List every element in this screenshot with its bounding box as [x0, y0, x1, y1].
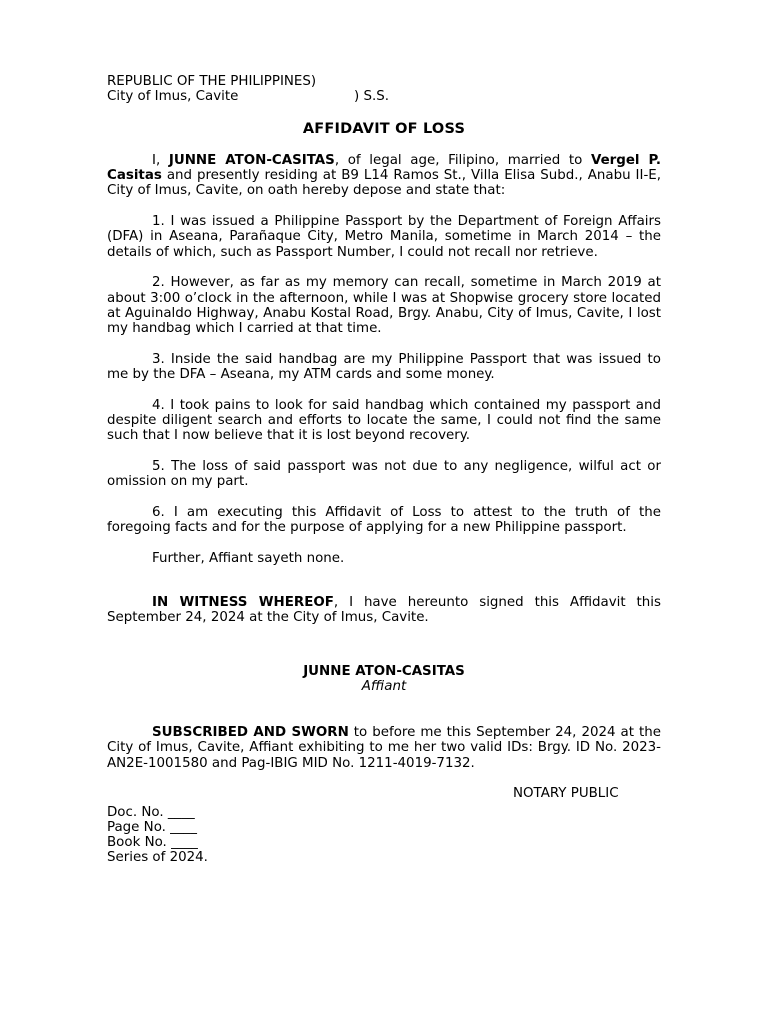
series-year: Series of 2024.	[107, 850, 208, 866]
item-2: 2. However, as far as my memory can recall, sometime in March 2019 at about 3:00 o’clock in the afternoon, while I was at Shopwise grocery store located at Aguinaldo Highway, Anabu Kostal Road, Brgy. Anabu, City of Imus, Cavite, I lost my handbag which I carried at that time.	[107, 275, 661, 337]
caption-city: City of Imus, Cavite	[107, 89, 239, 105]
intro-mid: , of legal age, Filipino, married to	[334, 152, 591, 168]
intro-post: and presently residing at B9 L14 Ramos St., Villa Elisa Subd., Anabu II-E, City of Imus, Cavite, on oath hereby depose and state that:	[107, 168, 661, 199]
doc-number: Doc. No. ____	[107, 804, 195, 820]
item-6: 6. I am executing this Affidavit of Loss to attest to the truth of the foregoing facts and for the purpose of applying for a new Philippine passport.	[107, 504, 661, 536]
affidavit-document	[107, 74, 661, 866]
jurat-paragraph	[107, 725, 661, 771]
intro-pre: I,	[152, 152, 169, 168]
affiant-name: JUNNE ATON-CASITAS	[168, 152, 335, 168]
notary-public-label: NOTARY PUBLIC	[513, 786, 619, 802]
item-4: 4. I took pains to look for said handbag which contained my passport and despite diligent search and efforts to locate the same, I could not find the same such that I now believe that it is lost beyond recovery.	[107, 397, 661, 444]
spouse-name: Vergel P. Casitas	[107, 152, 662, 184]
signature-role: Affiant	[361, 678, 407, 694]
caption-ss: ) S.S.	[354, 89, 389, 105]
further-statement: Further, Affiant sayeth none.	[152, 550, 345, 566]
witness-paragraph	[107, 595, 661, 626]
signature-block	[107, 664, 661, 695]
item-1: 1. I was issued a Philippine Passport by the Department of Foreign Affairs (DFA) in Aseana, Parañaque City, Metro Manila, sometime in March 2014 – the details of which, such as Passport Number, I could not recall nor retrieve.	[107, 214, 661, 260]
book-number: Book No. ____	[107, 835, 198, 851]
caption-line-2	[107, 89, 661, 104]
item-3: 3. Inside the said handbag are my Philippine Passport that was issued to me by the DFA – Aseana, my ATM cards and some money.	[107, 351, 661, 383]
page-number: Page No. ____	[107, 819, 197, 835]
witness-text: , I have hereunto signed this Affidavit this September 24, 2024 at the City of Imus, Cavite.	[107, 594, 661, 626]
caption-line-1	[107, 74, 661, 89]
caption-republic: REPUBLIC OF THE PHILIPPINES)	[107, 74, 317, 89]
jurat-heading: SUBSCRIBED AND SWORN	[152, 725, 349, 741]
jurat-text: to before me this September 24, 2024 at the City of Imus, Cavite, Affiant exhibiting to me her two valid IDs: Brgy. ID No. 2023-AN2E-1001580 and Pag-IBIG MID No. 1211-4019-7132.	[107, 725, 661, 771]
document-title: AFFIDAVIT OF LOSS	[302, 120, 466, 137]
intro-paragraph	[107, 153, 661, 199]
signature-name: JUNNE ATON-CASITAS	[303, 663, 465, 679]
witness-heading: IN WITNESS WHEREOF	[152, 594, 334, 610]
item-5: 5. The loss of said passport was not due to any negligence, wilful act or omission on my part.	[107, 458, 661, 490]
